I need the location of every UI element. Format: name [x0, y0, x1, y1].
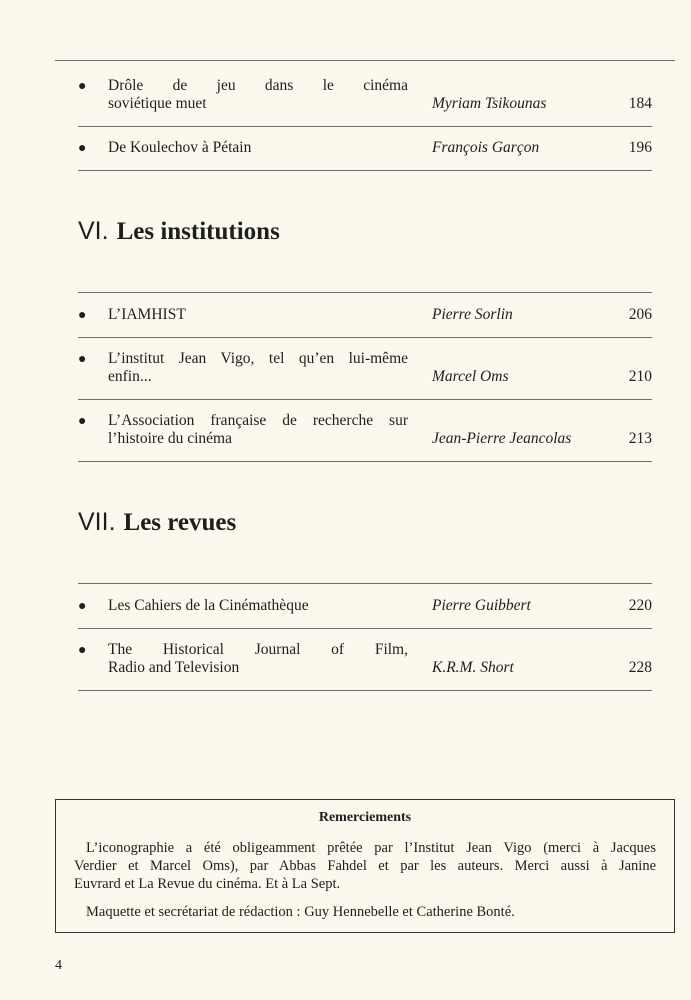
bullet-icon: ●	[78, 414, 87, 429]
page-number: 4	[55, 958, 62, 973]
entry-author: Myriam Tsikounas	[432, 95, 547, 112]
section-heading	[78, 507, 236, 538]
entry-page: 196	[628, 139, 652, 156]
acknowledgements-paragraph: L’iconographie a été obligeamment prêtée par l’Institut Jean Vigo (merci à Jacques Verdier et Marcel Oms), par Abbas Fahdel et par les auteurs. Merci aussi à Janine Euvrard et La Revue du cinéma. Et à La Sept.	[74, 840, 656, 892]
toc-entry	[78, 350, 652, 390]
toc-entry	[78, 641, 652, 681]
entry-rule	[78, 170, 652, 171]
toc-entry	[78, 597, 652, 617]
acknowledgements-box	[55, 799, 675, 933]
section-title: Les revues	[123, 509, 237, 536]
entry-author: François Garçon	[432, 139, 540, 156]
section-heading	[78, 216, 280, 247]
entry-author: Pierre Sorlin	[432, 306, 513, 323]
section-title: Les institutions	[116, 218, 280, 245]
credits-paragraph: Maquette et secrétariat de rédaction : Guy Hennebelle et Catherine Bonté.	[86, 904, 515, 920]
entry-author: Jean-Pierre Jeancolas	[432, 430, 572, 447]
entry-title: L’Association française de recherche sur l’histoire du cinéma	[108, 412, 408, 447]
entry-page: 206	[628, 306, 652, 323]
toc-entry	[78, 77, 652, 117]
entry-rule	[78, 628, 652, 629]
entry-rule	[78, 690, 652, 691]
section-rule	[78, 583, 652, 584]
bullet-icon: ●	[78, 141, 87, 156]
bullet-icon: ●	[78, 308, 87, 323]
entry-page: 228	[628, 659, 652, 676]
toc-entry	[78, 306, 652, 326]
entry-page: 210	[628, 368, 652, 385]
top-rule	[55, 60, 675, 61]
entry-page: 213	[628, 430, 652, 447]
entry-rule	[78, 461, 652, 462]
section-number: VI.	[78, 217, 109, 245]
toc-entry	[78, 139, 652, 159]
entry-title: Drôle de jeu dans le cinéma soviétique muet	[108, 77, 408, 112]
entry-title: L’IAMHIST	[108, 306, 186, 323]
entry-author: Marcel Oms	[432, 368, 509, 385]
entry-page: 184	[628, 95, 652, 112]
acknowledgements-title: Remerciements	[318, 810, 412, 825]
entry-page: 220	[628, 597, 652, 614]
entry-title: Les Cahiers de la Cinémathèque	[108, 597, 309, 614]
section-number: VII.	[78, 508, 116, 536]
toc-entry	[78, 412, 652, 452]
entry-author: Pierre Guibbert	[432, 597, 531, 614]
entry-title: De Koulechov à Pétain	[108, 139, 252, 156]
bullet-icon: ●	[78, 79, 87, 94]
entry-author: K.R.M. Short	[432, 659, 514, 676]
entry-title: L’institut Jean Vigo, tel qu’en lui-même enfin...	[108, 350, 408, 385]
entry-rule	[78, 337, 652, 338]
entry-title: The Historical Journal of Film, Radio and Television	[108, 641, 408, 676]
bullet-icon: ●	[78, 643, 87, 658]
entry-rule	[78, 399, 652, 400]
bullet-icon: ●	[78, 352, 87, 367]
entry-rule	[78, 126, 652, 127]
section-rule	[78, 292, 652, 293]
bullet-icon: ●	[78, 599, 87, 614]
